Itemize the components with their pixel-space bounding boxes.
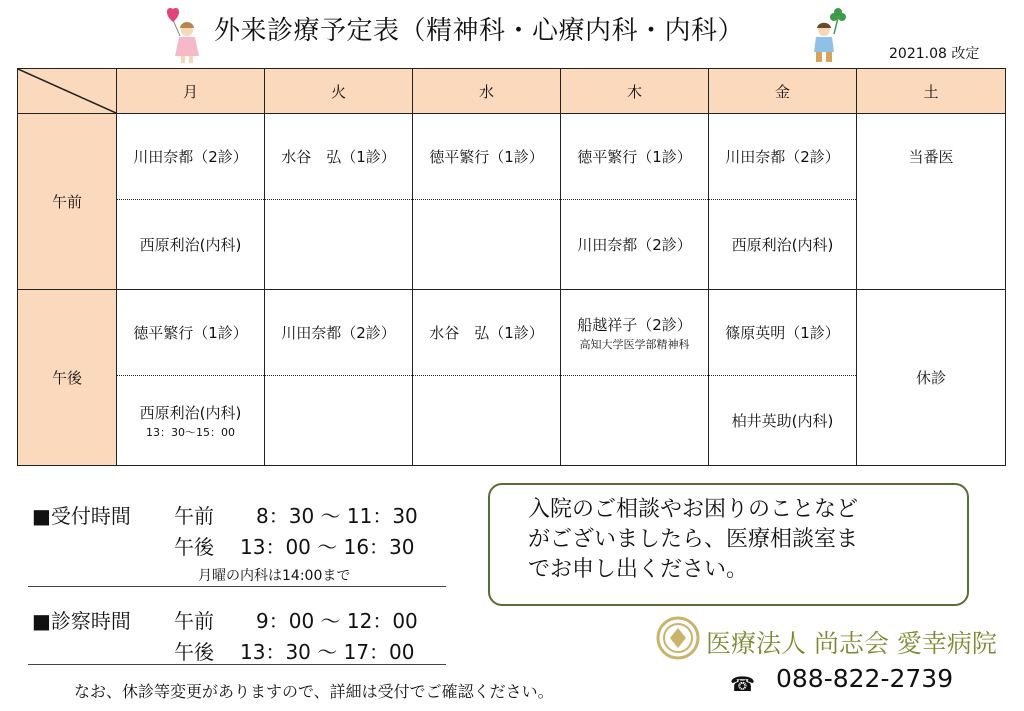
- reception-label: ■受付時間: [32, 504, 131, 528]
- revision-date: 2021.08 改定: [889, 46, 980, 62]
- notice-line: でお申し出ください。: [528, 557, 749, 582]
- day-header-mon: 月: [117, 69, 265, 114]
- consultation-notice-box: [488, 483, 969, 606]
- phone-icon: ☎: [730, 672, 755, 696]
- cell-thu-pm-1: [561, 290, 709, 376]
- reception-am-label: 午前: [174, 504, 214, 528]
- doctor-name: 船越祥子（2診）: [577, 315, 692, 334]
- cell-wed-pm-1: 水谷 弘（1診）: [413, 290, 561, 376]
- cell-mon-am-1: 川田奈都（2診）: [117, 114, 265, 200]
- cell-sat-am: 当番医: [857, 114, 1006, 290]
- schedule-table: [17, 68, 1006, 466]
- cell-fri-am-1: 川田奈都（2診）: [709, 114, 857, 200]
- cell-sat-pm: 休診: [857, 290, 1006, 466]
- day-header-tue: 火: [265, 69, 413, 114]
- reception-pm-hours: 13：00 〜 16：30: [240, 535, 415, 559]
- consultation-label: ■診察時間: [32, 609, 131, 633]
- hospital-name: 医療法人 尚志会 愛幸病院: [706, 629, 997, 658]
- footer-note: なお、休診等変更がありますので、詳細は受付でご確認ください。: [74, 682, 554, 701]
- consultation-am-hours: 9：00 〜 12：00: [256, 609, 418, 633]
- consultation-am-label: 午前: [174, 609, 214, 633]
- cell-mon-pm-2: [117, 376, 265, 466]
- day-header-fri: 金: [709, 69, 857, 114]
- divider: [28, 586, 446, 587]
- day-header-sat: 土: [857, 69, 1006, 114]
- cell-fri-pm-1: 篠原英明（1診）: [709, 290, 857, 376]
- reception-am-hours: 8：30 〜 11：30: [256, 504, 418, 528]
- cell-thu-pm-2: [561, 376, 709, 466]
- cell-tue-am-1: 水谷 弘（1診）: [265, 114, 413, 200]
- cell-tue-pm-2: [265, 376, 413, 466]
- table-header-row: [18, 69, 1006, 114]
- cell-tue-am-2: [265, 200, 413, 290]
- cell-tue-pm-1: 川田奈都（2診）: [265, 290, 413, 376]
- cell-thu-am-1: 徳平繁行（1診）: [561, 114, 709, 200]
- day-header-thu: 木: [561, 69, 709, 114]
- table-row: [18, 114, 1006, 200]
- cell-mon-pm-1: 徳平繁行（1診）: [117, 290, 265, 376]
- affiliation-note: 高知大学医学部精神科: [579, 337, 690, 351]
- corner-cell: [18, 69, 117, 114]
- consultation-pm-hours: 13：30 〜 17：00: [240, 640, 415, 664]
- period-afternoon: 午後: [18, 290, 117, 466]
- notice-line: がございましたら、医療相談室ま: [528, 527, 859, 552]
- time-note: 13：30〜15：00: [146, 425, 235, 439]
- phone-number: 088-822-2739: [776, 664, 954, 693]
- notice-line: 入院のご相談やお困りのことなど: [528, 497, 859, 522]
- boy-with-clover-illustration: [804, 6, 848, 66]
- cell-wed-pm-2: [413, 376, 561, 466]
- hospital-logo-icon: [656, 616, 700, 660]
- reception-note: 月曜の内科は14:00まで: [198, 568, 351, 584]
- reception-pm-label: 午後: [174, 535, 214, 559]
- period-morning: 午前: [18, 114, 117, 290]
- page-title: 外来診療予定表（精神科・心療内科・内科）: [214, 16, 745, 46]
- cell-wed-am-1: 徳平繁行（1診）: [413, 114, 561, 200]
- cell-fri-pm-2: 柏井英助(内科): [709, 376, 857, 466]
- girl-with-balloon-illustration: [163, 6, 205, 66]
- cell-wed-am-2: [413, 200, 561, 290]
- table-row: [18, 290, 1006, 376]
- consultation-pm-label: 午後: [174, 640, 214, 664]
- cell-mon-am-2: 西原利治(内科): [117, 200, 265, 290]
- doctor-name: 西原利治(内科): [139, 403, 242, 422]
- cell-thu-am-2: 川田奈都（2診）: [561, 200, 709, 290]
- divider: [28, 664, 446, 665]
- day-header-wed: 水: [413, 69, 561, 114]
- cell-fri-am-2: 西原利治(内科): [709, 200, 857, 290]
